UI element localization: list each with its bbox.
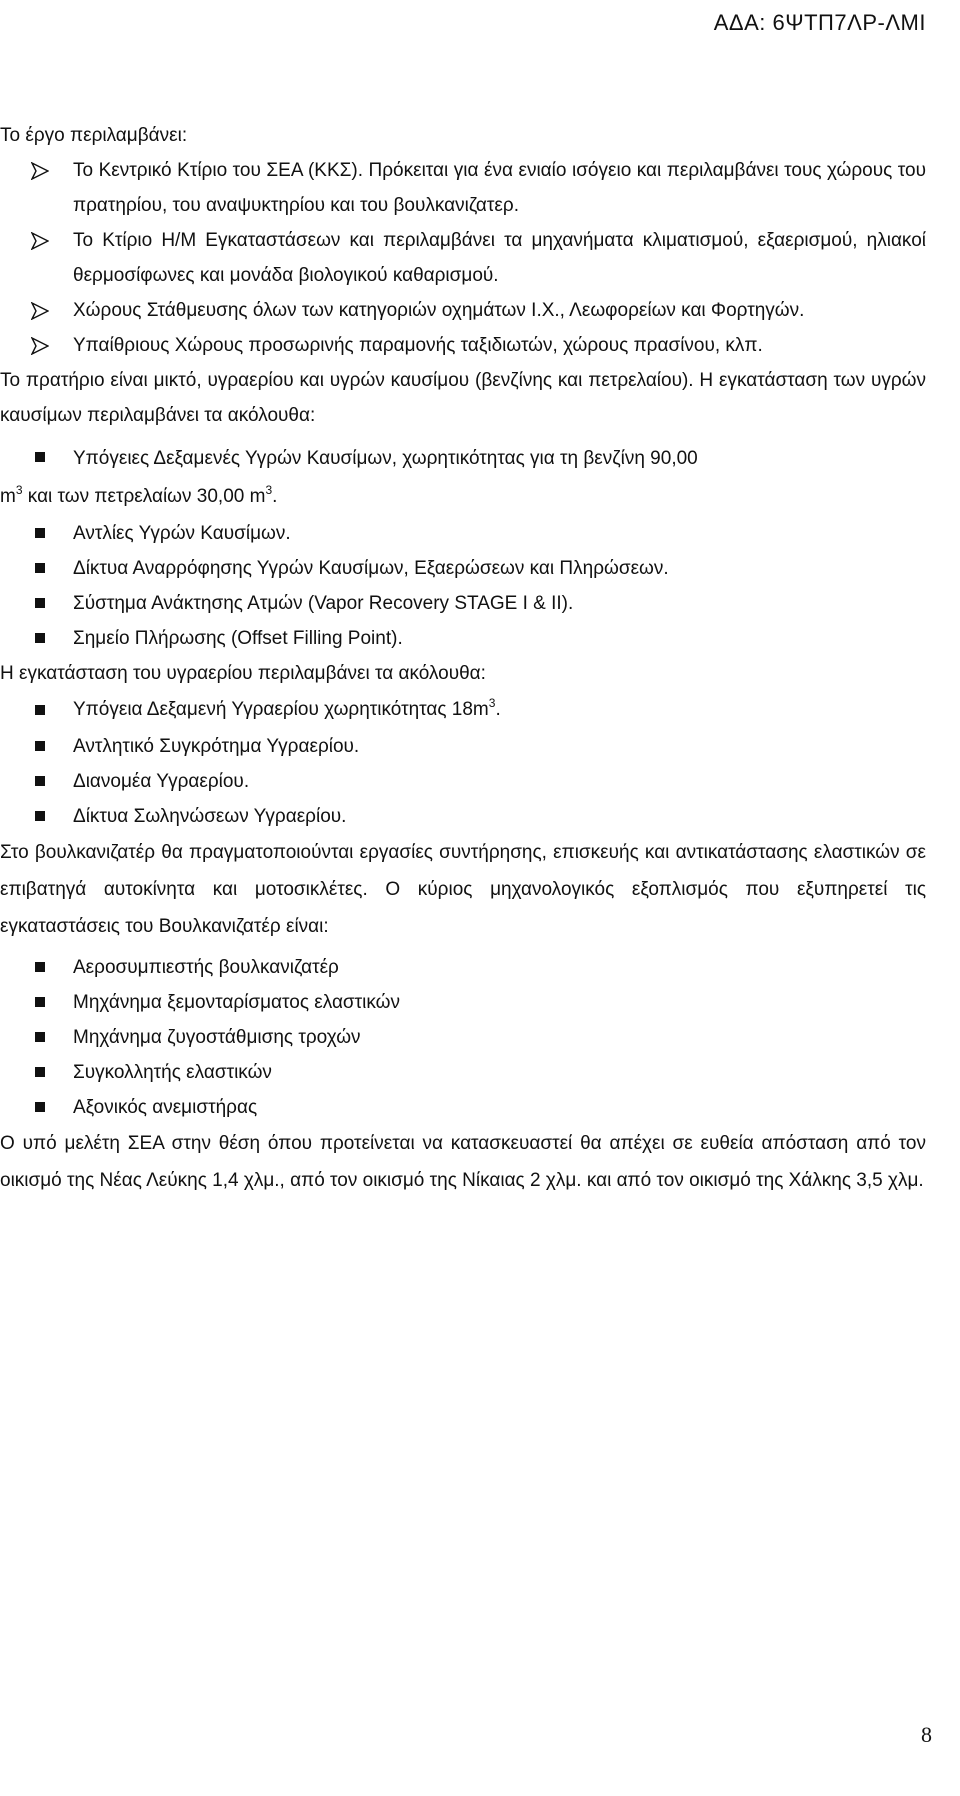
- list-item: [0, 985, 926, 1020]
- superscript: 3: [265, 483, 273, 497]
- list-item: [0, 1090, 926, 1125]
- square-bullet-icon: [35, 1102, 45, 1112]
- lpg-paragraph: Η εγκατάσταση του υγραερίου περιλαμβάνει τα ακόλουθα:: [0, 663, 486, 684]
- list-item-text: Μηχάνημα ζυγοστάθμισης τροχών: [73, 1027, 361, 1048]
- square-bullet-icon: [35, 811, 45, 821]
- location-paragraph: Ο υπό μελέτη ΣΕΑ στην θέση όπου προτείνεται να κατασκευαστεί θα απέχει σε ευθεία απόσταση από τον οικισμό της Νέας Λεύκης 1,4 χλμ., από τον οικισμό της Νίκαιας 2 χλμ. και από τον οικισμό της Χάλκης 3,5 χλμ.: [0, 1133, 926, 1191]
- square-bullet-icon: [35, 1032, 45, 1042]
- square-bullet-icon: [35, 741, 45, 751]
- list-item-text: Αντλίες Υγρών Καυσίμων.: [73, 523, 291, 544]
- square-bullet-icon: [35, 633, 45, 643]
- list-item-text: Υπαίθριους Χώρους προσωρινής παραμονής ταξιδιωτών, χώρους πρασίνου, κλπ.: [73, 335, 763, 356]
- list-item: [0, 551, 926, 586]
- list-item: [0, 691, 926, 729]
- list-item-text: Δίκτυα Αναρρόφησης Υγρών Καυσίμων, Εξαερώσεων και Πληρώσεων.: [73, 558, 669, 579]
- fuel-paragraph: Το πρατήριο είναι μικτό, υγραερίου και υγρών καυσίμου (βενζίνης και πετρελαίου). Η εγκατάσταση των υγρών καυσίμων περιλαμβάνει τα ακόλουθα:: [0, 370, 926, 426]
- list-item-text: Συγκολλητής ελαστικών: [73, 1062, 272, 1083]
- list-item: [0, 586, 926, 621]
- square-bullet-icon: [35, 962, 45, 972]
- page-number: 8: [921, 1722, 932, 1747]
- square-bullet-icon: [35, 452, 45, 462]
- arrow-bullet-icon: [31, 328, 53, 363]
- list-item-text: Σημείο Πλήρωσης (Offset Filling Point).: [73, 628, 403, 649]
- list-item: [0, 516, 926, 551]
- fuel-items-list: [0, 440, 926, 656]
- arrow-bullet-icon: [31, 223, 53, 258]
- square-bullet-icon: [35, 705, 45, 715]
- tanks-text-cont: και των πετρελαίων 30,00 m: [22, 486, 266, 507]
- intro-text: Το έργο περιλαμβάνει:: [0, 125, 188, 146]
- square-bullet-icon: [35, 598, 45, 608]
- period-text: .: [272, 486, 278, 507]
- list-item: [0, 440, 926, 516]
- square-bullet-icon: [35, 528, 45, 538]
- list-item-text: Αεροσυμπιεστής βουλκανιζατέρ: [73, 957, 339, 978]
- tyre-equipment-list: [0, 950, 926, 1125]
- list-item-text: Διανομέα Υγραερίου.: [73, 771, 250, 792]
- square-bullet-icon: [35, 563, 45, 573]
- square-bullet-icon: [35, 776, 45, 786]
- list-item-text: Υπόγεια Δεξαμενή Υγραερίου χωρητικότητας 18m: [73, 699, 489, 720]
- list-item: [0, 223, 926, 293]
- document-body: [0, 118, 926, 1199]
- list-item-text: Μηχάνημα ξεμονταρίσματος ελαστικών: [73, 992, 400, 1013]
- period-text: .: [495, 699, 501, 720]
- list-item: [0, 1055, 926, 1090]
- lpg-items-list: [0, 691, 926, 834]
- list-item: [0, 1020, 926, 1055]
- list-item-text: Το Κτίριο Η/Μ Εγκαταστάσεων και περιλαμβάνει τα μηχανήματα κλιματισμού, εξαερισμού, ηλιακοί θερμοσίφωνες και μονάδα βιολογικού καθαρισμού.: [73, 230, 926, 286]
- tyre-paragraph: Στο βουλκανιζατέρ θα πραγματοποιούνται εργασίες συντήρησης, επισκευής και αντικατάστασης ελαστικών σε επιβατηγά αυτοκίνητα και μοτοσικλέτες. Ο κύριος μηχανολογικός εξοπλισμός που εξυπηρετεί τις εγκαταστάσεις του Βουλκανιζατέρ είναι:: [0, 842, 926, 937]
- square-bullet-icon: [35, 1067, 45, 1077]
- arrow-bullet-icon: [31, 153, 53, 188]
- list-item-text: Χώρους Στάθμευσης όλων των κατηγοριών οχημάτων Ι.Χ., Λεωφορείων και Φορτηγών.: [73, 300, 805, 321]
- list-item-text: Αξονικός ανεμιστήρας: [73, 1097, 258, 1118]
- list-item: [0, 153, 926, 223]
- list-item: [0, 950, 926, 985]
- project-items-list: [0, 153, 926, 363]
- superscript: 3: [15, 483, 23, 497]
- list-item: [0, 799, 926, 834]
- list-item: [0, 621, 926, 656]
- tanks-text: Υπόγειες Δεξαμενές Υγρών Καυσίμων, χωρητικότητας για τη βενζίνη 90,00: [73, 448, 698, 469]
- list-item-text: Το Κεντρικό Κτίριο του ΣΕΑ (ΚΚΣ). Πρόκειται για ένα ενιαίο ισόγειο και περιλαμβάνει τους χώρους του πρατηρίου, του αναψυκτηρίου και του βουλκανιζατερ.: [73, 160, 926, 216]
- superscript: 3: [488, 696, 496, 710]
- list-item-text: Σύστημα Ανάκτησης Ατμών (Vapor Recovery STAGE I & II).: [73, 593, 574, 614]
- list-item: [0, 764, 926, 799]
- document-code: ΑΔΑ: 6ΨΤΠ7ΛΡ-ΛΜΙ: [713, 10, 926, 35]
- square-bullet-icon: [35, 997, 45, 1007]
- arrow-bullet-icon: [31, 293, 53, 328]
- list-item: [0, 729, 926, 764]
- list-item-text: Δίκτυα Σωληνώσεων Υγραερίου.: [73, 806, 347, 827]
- list-item: [0, 293, 926, 328]
- list-item-text: Αντλητικό Συγκρότημα Υγραερίου.: [73, 736, 360, 757]
- list-item: [0, 328, 926, 363]
- unit-text: m: [0, 486, 16, 507]
